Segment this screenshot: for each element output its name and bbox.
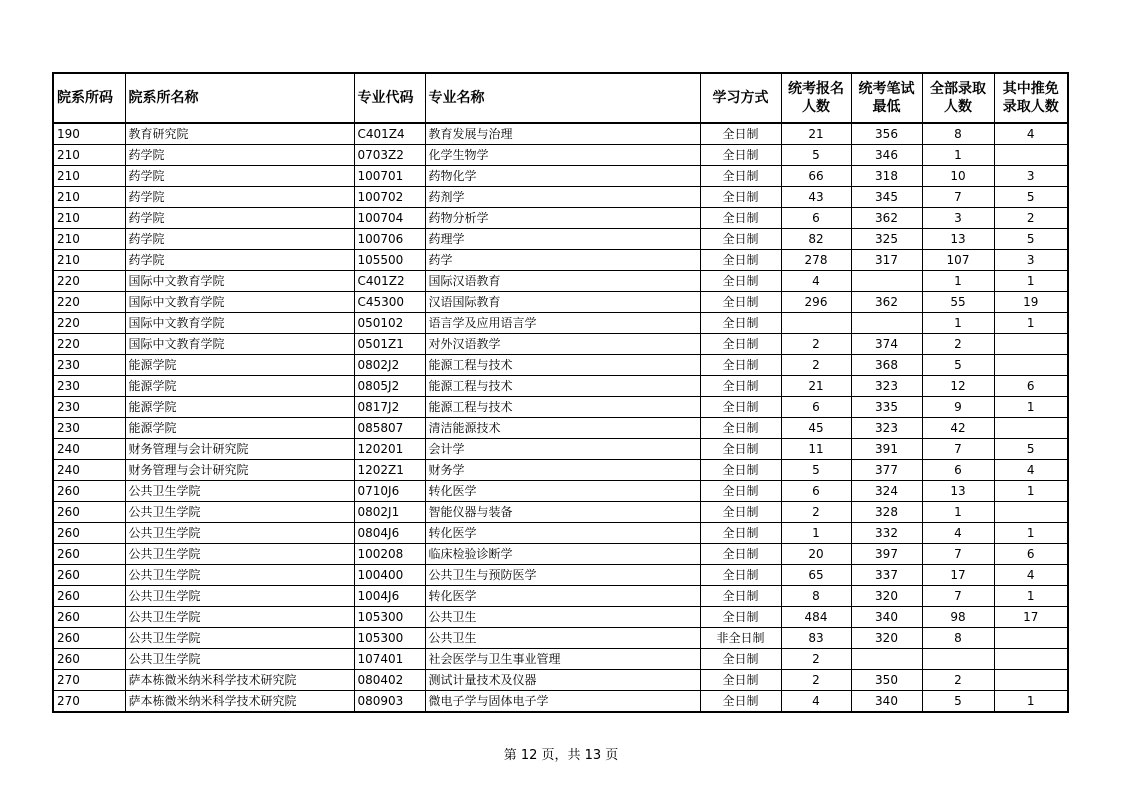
- page-footer: 第 12 页，共 13 页: [503, 748, 619, 763]
- recommended-cell: [994, 628, 1068, 649]
- table-row: [53, 145, 1068, 166]
- admitted-cell: 13: [922, 481, 994, 502]
- table-row: [53, 250, 1068, 271]
- table-row: [53, 439, 1068, 460]
- study-mode-cell: 全日制: [700, 565, 781, 586]
- study-mode-cell: 全日制: [700, 691, 781, 713]
- admitted-cell: 98: [922, 607, 994, 628]
- dept-code-cell: 260: [53, 565, 125, 586]
- major-code-cell: 120201: [354, 439, 425, 460]
- table-row: [53, 397, 1068, 418]
- table-row: [53, 376, 1068, 397]
- admitted-cell: 5: [922, 355, 994, 376]
- major-name-cell: 转化医学: [425, 481, 700, 502]
- study-mode-cell: 全日制: [700, 208, 781, 229]
- applicants-cell: 2: [781, 649, 851, 670]
- min-score-cell: 318: [851, 166, 922, 187]
- min-score-cell: 350: [851, 670, 922, 691]
- dept-code-cell: 260: [53, 544, 125, 565]
- recommended-cell: 5: [994, 229, 1068, 250]
- admitted-cell: 107: [922, 250, 994, 271]
- applicants-cell: 21: [781, 123, 851, 145]
- min-score-cell: 362: [851, 208, 922, 229]
- recommended-cell: 1: [994, 481, 1068, 502]
- study-mode-cell: 全日制: [700, 250, 781, 271]
- major-code-cell: C401Z2: [354, 271, 425, 292]
- min-score-cell: 323: [851, 418, 922, 439]
- table-row: [53, 565, 1068, 586]
- major-code-cell: 080402: [354, 670, 425, 691]
- dept-code-cell: 270: [53, 691, 125, 713]
- major-code-cell: 085807: [354, 418, 425, 439]
- applicants-cell: 484: [781, 607, 851, 628]
- major-code-cell: 105300: [354, 628, 425, 649]
- dept-name-cell: 国际中文教育学院: [125, 271, 354, 292]
- table-row: [53, 649, 1068, 670]
- min-score-cell: 362: [851, 292, 922, 313]
- admitted-cell: 1: [922, 145, 994, 166]
- applicants-cell: 5: [781, 145, 851, 166]
- recommended-cell: [994, 649, 1068, 670]
- major-code-cell: 0805J2: [354, 376, 425, 397]
- recommended-cell: 1: [994, 586, 1068, 607]
- admitted-cell: 17: [922, 565, 994, 586]
- study-mode-cell: 全日制: [700, 544, 781, 565]
- admission-table: [52, 72, 1069, 713]
- dept-name-cell: 萨本栋微米纳米科学技术研究院: [125, 670, 354, 691]
- recommended-cell: 19: [994, 292, 1068, 313]
- dept-code-cell: 260: [53, 607, 125, 628]
- applicants-cell: 8: [781, 586, 851, 607]
- major-name-cell: 药物化学: [425, 166, 700, 187]
- major-code-cell: 0703Z2: [354, 145, 425, 166]
- major-name-cell: 公共卫生与预防医学: [425, 565, 700, 586]
- dept-code-cell: 240: [53, 439, 125, 460]
- major-name-cell: 药物分析学: [425, 208, 700, 229]
- header-dept-code: 院系所码: [53, 73, 125, 123]
- applicants-cell: 2: [781, 502, 851, 523]
- dept-code-cell: 210: [53, 229, 125, 250]
- dept-code-cell: 220: [53, 292, 125, 313]
- major-name-cell: 药剂学: [425, 187, 700, 208]
- header-recommended: 其中推免录取人数: [994, 73, 1068, 123]
- dept-code-cell: 260: [53, 649, 125, 670]
- table-row: [53, 355, 1068, 376]
- dept-code-cell: 220: [53, 313, 125, 334]
- table-row: [53, 208, 1068, 229]
- admitted-cell: 7: [922, 586, 994, 607]
- min-score-cell: 320: [851, 586, 922, 607]
- dept-name-cell: 公共卫生学院: [125, 586, 354, 607]
- applicants-cell: 21: [781, 376, 851, 397]
- recommended-cell: 3: [994, 250, 1068, 271]
- min-score-cell: 317: [851, 250, 922, 271]
- recommended-cell: [994, 418, 1068, 439]
- table-row: [53, 481, 1068, 502]
- dept-code-cell: 190: [53, 123, 125, 145]
- admitted-cell: 42: [922, 418, 994, 439]
- min-score-cell: 323: [851, 376, 922, 397]
- recommended-cell: 1: [994, 271, 1068, 292]
- major-name-cell: 汉语国际教育: [425, 292, 700, 313]
- major-code-cell: 0802J2: [354, 355, 425, 376]
- applicants-cell: 2: [781, 334, 851, 355]
- major-name-cell: 微电子学与固体电子学: [425, 691, 700, 713]
- table-row: [53, 229, 1068, 250]
- min-score-cell: 340: [851, 691, 922, 713]
- major-name-cell: 会计学: [425, 439, 700, 460]
- table-row: [53, 187, 1068, 208]
- study-mode-cell: 全日制: [700, 334, 781, 355]
- major-code-cell: 100701: [354, 166, 425, 187]
- major-code-cell: 105500: [354, 250, 425, 271]
- dept-code-cell: 260: [53, 523, 125, 544]
- min-score-cell: 335: [851, 397, 922, 418]
- dept-code-cell: 230: [53, 355, 125, 376]
- dept-code-cell: 210: [53, 250, 125, 271]
- applicants-cell: 11: [781, 439, 851, 460]
- recommended-cell: 5: [994, 187, 1068, 208]
- dept-code-cell: 210: [53, 166, 125, 187]
- admitted-cell: 3: [922, 208, 994, 229]
- applicants-cell: 6: [781, 397, 851, 418]
- study-mode-cell: 全日制: [700, 586, 781, 607]
- major-name-cell: 转化医学: [425, 523, 700, 544]
- table-row: [53, 292, 1068, 313]
- admitted-cell: 1: [922, 502, 994, 523]
- applicants-cell: 6: [781, 208, 851, 229]
- dept-name-cell: 教育研究院: [125, 123, 354, 145]
- applicants-cell: 83: [781, 628, 851, 649]
- table-row: [53, 607, 1068, 628]
- recommended-cell: 17: [994, 607, 1068, 628]
- table-row: [53, 166, 1068, 187]
- dept-name-cell: 药学院: [125, 145, 354, 166]
- applicants-cell: 20: [781, 544, 851, 565]
- min-score-cell: 340: [851, 607, 922, 628]
- dept-name-cell: 国际中文教育学院: [125, 313, 354, 334]
- admitted-cell: 4: [922, 523, 994, 544]
- study-mode-cell: 全日制: [700, 123, 781, 145]
- admitted-cell: 1: [922, 271, 994, 292]
- major-code-cell: 0802J1: [354, 502, 425, 523]
- recommended-cell: 1: [994, 523, 1068, 544]
- header-dept-name: 院系所名称: [125, 73, 354, 123]
- applicants-cell: 82: [781, 229, 851, 250]
- applicants-cell: 2: [781, 670, 851, 691]
- min-score-cell: 368: [851, 355, 922, 376]
- major-name-cell: 公共卫生: [425, 628, 700, 649]
- study-mode-cell: 全日制: [700, 460, 781, 481]
- table-row: [53, 502, 1068, 523]
- major-name-cell: 国际汉语教育: [425, 271, 700, 292]
- dept-name-cell: 能源学院: [125, 418, 354, 439]
- table-body: [53, 123, 1068, 712]
- dept-code-cell: 260: [53, 628, 125, 649]
- admitted-cell: 8: [922, 628, 994, 649]
- major-name-cell: 化学生物学: [425, 145, 700, 166]
- min-score-cell: 397: [851, 544, 922, 565]
- major-code-cell: 100702: [354, 187, 425, 208]
- major-code-cell: 080903: [354, 691, 425, 713]
- recommended-cell: 4: [994, 565, 1068, 586]
- dept-name-cell: 能源学院: [125, 397, 354, 418]
- admitted-cell: 5: [922, 691, 994, 713]
- header-major-name: 专业名称: [425, 73, 700, 123]
- major-name-cell: 语言学及应用语言学: [425, 313, 700, 334]
- recommended-cell: [994, 670, 1068, 691]
- table-row: [53, 586, 1068, 607]
- major-name-cell: 社会医学与卫生事业管理: [425, 649, 700, 670]
- applicants-cell: 2: [781, 355, 851, 376]
- recommended-cell: 4: [994, 123, 1068, 145]
- recommended-cell: [994, 145, 1068, 166]
- dept-code-cell: 260: [53, 586, 125, 607]
- applicants-cell: 278: [781, 250, 851, 271]
- applicants-cell: 1: [781, 523, 851, 544]
- major-code-cell: 1004J6: [354, 586, 425, 607]
- dept-name-cell: 萨本栋微米纳米科学技术研究院: [125, 691, 354, 713]
- major-name-cell: 公共卫生: [425, 607, 700, 628]
- major-name-cell: 能源工程与技术: [425, 376, 700, 397]
- recommended-cell: 2: [994, 208, 1068, 229]
- study-mode-cell: 全日制: [700, 145, 781, 166]
- dept-name-cell: 药学院: [125, 250, 354, 271]
- dept-code-cell: 210: [53, 208, 125, 229]
- dept-code-cell: 210: [53, 187, 125, 208]
- dept-name-cell: 公共卫生学院: [125, 628, 354, 649]
- min-score-cell: 356: [851, 123, 922, 145]
- dept-code-cell: 270: [53, 670, 125, 691]
- dept-code-cell: 230: [53, 418, 125, 439]
- applicants-cell: 43: [781, 187, 851, 208]
- major-code-cell: 0501Z1: [354, 334, 425, 355]
- dept-name-cell: 公共卫生学院: [125, 544, 354, 565]
- major-name-cell: 教育发展与治理: [425, 123, 700, 145]
- table-header: [53, 73, 1068, 123]
- applicants-cell: 66: [781, 166, 851, 187]
- header-admitted: 全部录取人数: [922, 73, 994, 123]
- major-code-cell: 100208: [354, 544, 425, 565]
- table-row: [53, 123, 1068, 145]
- admitted-cell: 7: [922, 544, 994, 565]
- min-score-cell: 325: [851, 229, 922, 250]
- study-mode-cell: 全日制: [700, 271, 781, 292]
- major-name-cell: 测试计量技术及仪器: [425, 670, 700, 691]
- header-major-code: 专业代码: [354, 73, 425, 123]
- study-mode-cell: 全日制: [700, 166, 781, 187]
- major-code-cell: 050102: [354, 313, 425, 334]
- admitted-cell: 13: [922, 229, 994, 250]
- major-name-cell: 能源工程与技术: [425, 355, 700, 376]
- admitted-cell: 1: [922, 313, 994, 334]
- dept-name-cell: 公共卫生学院: [125, 565, 354, 586]
- header-row: [53, 73, 1068, 123]
- study-mode-cell: 全日制: [700, 607, 781, 628]
- admitted-cell: 2: [922, 670, 994, 691]
- admitted-cell: 2: [922, 334, 994, 355]
- study-mode-cell: 全日制: [700, 418, 781, 439]
- dept-name-cell: 公共卫生学院: [125, 607, 354, 628]
- dept-code-cell: 230: [53, 397, 125, 418]
- major-name-cell: 智能仪器与装备: [425, 502, 700, 523]
- major-code-cell: 1202Z1: [354, 460, 425, 481]
- admitted-cell: 10: [922, 166, 994, 187]
- admitted-cell: 7: [922, 439, 994, 460]
- admitted-cell: 7: [922, 187, 994, 208]
- applicants-cell: 296: [781, 292, 851, 313]
- major-name-cell: 清洁能源技术: [425, 418, 700, 439]
- study-mode-cell: 全日制: [700, 439, 781, 460]
- min-score-cell: [851, 271, 922, 292]
- recommended-cell: 6: [994, 544, 1068, 565]
- study-mode-cell: 全日制: [700, 187, 781, 208]
- study-mode-cell: 全日制: [700, 313, 781, 334]
- header-min-score: 统考笔试最低: [851, 73, 922, 123]
- recommended-cell: 1: [994, 313, 1068, 334]
- recommended-cell: [994, 334, 1068, 355]
- major-name-cell: 对外汉语教学: [425, 334, 700, 355]
- dept-name-cell: 财务管理与会计研究院: [125, 439, 354, 460]
- recommended-cell: [994, 502, 1068, 523]
- applicants-cell: 4: [781, 691, 851, 713]
- applicants-cell: 6: [781, 481, 851, 502]
- recommended-cell: 1: [994, 397, 1068, 418]
- min-score-cell: 320: [851, 628, 922, 649]
- major-name-cell: 财务学: [425, 460, 700, 481]
- dept-name-cell: 药学院: [125, 208, 354, 229]
- dept-code-cell: 220: [53, 334, 125, 355]
- header-applicants: 统考报名人数: [781, 73, 851, 123]
- major-code-cell: 0804J6: [354, 523, 425, 544]
- study-mode-cell: 全日制: [700, 397, 781, 418]
- dept-name-cell: 公共卫生学院: [125, 502, 354, 523]
- table-row: [53, 628, 1068, 649]
- table-row: [53, 460, 1068, 481]
- applicants-cell: [781, 313, 851, 334]
- major-code-cell: 100400: [354, 565, 425, 586]
- study-mode-cell: 全日制: [700, 481, 781, 502]
- recommended-cell: 1: [994, 691, 1068, 713]
- applicants-cell: 5: [781, 460, 851, 481]
- study-mode-cell: 全日制: [700, 292, 781, 313]
- min-score-cell: 328: [851, 502, 922, 523]
- min-score-cell: 391: [851, 439, 922, 460]
- table-row: [53, 544, 1068, 565]
- dept-name-cell: 财务管理与会计研究院: [125, 460, 354, 481]
- table-row: [53, 418, 1068, 439]
- dept-code-cell: 230: [53, 376, 125, 397]
- recommended-cell: 6: [994, 376, 1068, 397]
- dept-name-cell: 药学院: [125, 229, 354, 250]
- min-score-cell: 345: [851, 187, 922, 208]
- min-score-cell: 374: [851, 334, 922, 355]
- study-mode-cell: 全日制: [700, 376, 781, 397]
- major-code-cell: 100706: [354, 229, 425, 250]
- admitted-cell: 6: [922, 460, 994, 481]
- dept-name-cell: 公共卫生学院: [125, 481, 354, 502]
- min-score-cell: 337: [851, 565, 922, 586]
- study-mode-cell: 全日制: [700, 229, 781, 250]
- applicants-cell: 45: [781, 418, 851, 439]
- dept-name-cell: 国际中文教育学院: [125, 334, 354, 355]
- header-study-mode: 学习方式: [700, 73, 781, 123]
- min-score-cell: [851, 313, 922, 334]
- major-code-cell: 0710J6: [354, 481, 425, 502]
- recommended-cell: 5: [994, 439, 1068, 460]
- dept-code-cell: 260: [53, 502, 125, 523]
- dept-code-cell: 260: [53, 481, 125, 502]
- study-mode-cell: 全日制: [700, 649, 781, 670]
- major-name-cell: 转化医学: [425, 586, 700, 607]
- min-score-cell: 346: [851, 145, 922, 166]
- dept-name-cell: 国际中文教育学院: [125, 292, 354, 313]
- study-mode-cell: 非全日制: [700, 628, 781, 649]
- min-score-cell: 324: [851, 481, 922, 502]
- major-name-cell: 能源工程与技术: [425, 397, 700, 418]
- major-name-cell: 药学: [425, 250, 700, 271]
- min-score-cell: 332: [851, 523, 922, 544]
- major-code-cell: C401Z4: [354, 123, 425, 145]
- table-row: [53, 670, 1068, 691]
- admitted-cell: 12: [922, 376, 994, 397]
- dept-name-cell: 公共卫生学院: [125, 649, 354, 670]
- dept-name-cell: 药学院: [125, 187, 354, 208]
- dept-name-cell: 公共卫生学院: [125, 523, 354, 544]
- min-score-cell: [851, 649, 922, 670]
- admitted-cell: 8: [922, 123, 994, 145]
- admitted-cell: 9: [922, 397, 994, 418]
- admitted-cell: 55: [922, 292, 994, 313]
- major-code-cell: C45300: [354, 292, 425, 313]
- min-score-cell: 377: [851, 460, 922, 481]
- dept-name-cell: 能源学院: [125, 376, 354, 397]
- dept-name-cell: 能源学院: [125, 355, 354, 376]
- table-row: [53, 313, 1068, 334]
- study-mode-cell: 全日制: [700, 355, 781, 376]
- recommended-cell: 4: [994, 460, 1068, 481]
- dept-code-cell: 220: [53, 271, 125, 292]
- recommended-cell: [994, 355, 1068, 376]
- applicants-cell: 4: [781, 271, 851, 292]
- table-row: [53, 523, 1068, 544]
- study-mode-cell: 全日制: [700, 523, 781, 544]
- study-mode-cell: 全日制: [700, 670, 781, 691]
- table-row: [53, 334, 1068, 355]
- major-code-cell: 0817J2: [354, 397, 425, 418]
- table-row: [53, 271, 1068, 292]
- applicants-cell: 65: [781, 565, 851, 586]
- dept-code-cell: 240: [53, 460, 125, 481]
- major-code-cell: 105300: [354, 607, 425, 628]
- study-mode-cell: 全日制: [700, 502, 781, 523]
- table-row: [53, 691, 1068, 713]
- dept-name-cell: 药学院: [125, 166, 354, 187]
- major-code-cell: 107401: [354, 649, 425, 670]
- admitted-cell: [922, 649, 994, 670]
- major-name-cell: 临床检验诊断学: [425, 544, 700, 565]
- dept-code-cell: 210: [53, 145, 125, 166]
- recommended-cell: 3: [994, 166, 1068, 187]
- major-code-cell: 100704: [354, 208, 425, 229]
- major-name-cell: 药理学: [425, 229, 700, 250]
